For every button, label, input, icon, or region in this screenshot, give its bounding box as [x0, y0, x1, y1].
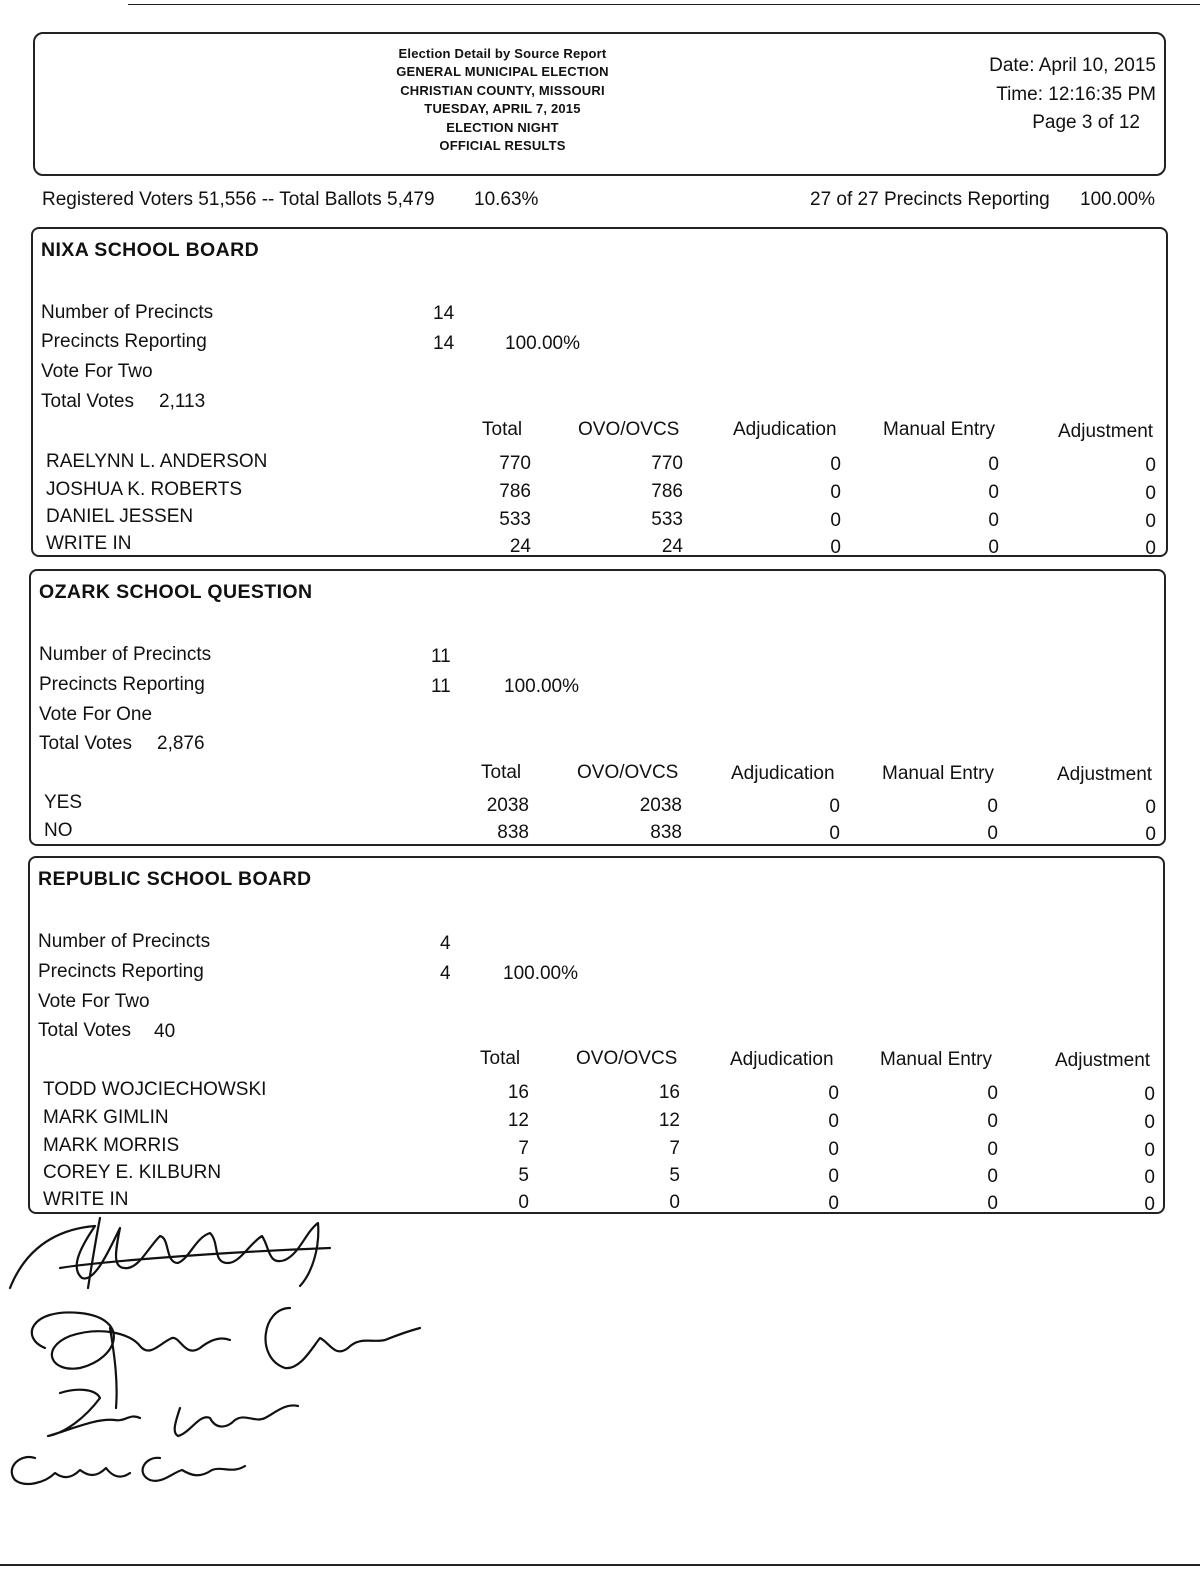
number-of-precincts-label: Number of Precincts	[38, 931, 211, 952]
column-header-adjudication: Adjudication	[730, 1049, 834, 1070]
total-votes-label: Total Votes	[38, 1020, 131, 1041]
cell-ovo-ovcs: 2038	[639, 795, 682, 816]
total-votes: 2,113	[159, 391, 206, 412]
total-votes-label: Total Votes	[39, 733, 132, 754]
cell-adjustment: 0	[1144, 1084, 1155, 1105]
number-of-precincts: 11	[431, 646, 451, 667]
number-of-precincts-label: Number of Precincts	[41, 302, 214, 323]
cell-manual-entry: 0	[988, 510, 999, 531]
answer-label: YES	[44, 792, 83, 813]
column-header-adjustment: Adjustment	[1058, 421, 1154, 442]
cell-ovo-ovcs: 770	[651, 453, 683, 474]
cell-ovo-ovcs: 786	[651, 481, 683, 502]
page-number: Page 3 of 12	[1032, 112, 1140, 133]
cell-adjustment: 0	[1145, 455, 1156, 476]
candidate-name: COREY E. KILBURN	[43, 1162, 222, 1183]
candidate-name: WRITE IN	[43, 1189, 129, 1210]
county-name: CHRISTIAN COUNTY, MISSOURI	[400, 82, 605, 98]
report-time: Time: 12:16:35 PM	[996, 83, 1156, 105]
number-of-precincts-label: Number of Precincts	[39, 644, 212, 665]
cell-ovo-ovcs: 0	[669, 1192, 680, 1213]
cell-ovo-ovcs: 838	[650, 822, 682, 843]
vote-for: Vote For Two	[41, 361, 153, 382]
cell-total: 838	[497, 822, 529, 843]
precincts-reporting: 4	[440, 963, 451, 984]
column-header-ovo-ovcs: OVO/OVCS	[578, 419, 680, 440]
total-votes: 2,876	[157, 733, 205, 754]
precincts-reporting-percent: 100.00%	[505, 333, 581, 354]
cell-adjudication: 0	[828, 1139, 839, 1160]
candidate-name: MARK MORRIS	[43, 1135, 180, 1156]
cell-manual-entry: 0	[987, 796, 998, 817]
cell-adjudication: 0	[828, 1193, 839, 1214]
column-header-total: Total	[482, 419, 523, 440]
candidate-name: JOSHUA K. ROBERTS	[46, 479, 243, 500]
candidate-name: WRITE IN	[46, 533, 132, 554]
signature-3	[48, 1390, 298, 1436]
report-status: OFFICIAL RESULTS	[439, 138, 566, 154]
cell-adjudication: 0	[829, 823, 840, 844]
column-header-manual-entry: Manual Entry	[883, 419, 995, 440]
vote-for: Vote For One	[39, 704, 153, 725]
answer-label: NO	[44, 820, 73, 841]
precincts-reporting-label: Precincts Reporting	[39, 674, 205, 695]
column-header-manual-entry: Manual Entry	[882, 763, 994, 784]
report-date: Date: April 10, 2015	[989, 55, 1156, 76]
cell-adjustment: 0	[1145, 824, 1156, 845]
voters-ballots: Registered Voters 51,556 -- Total Ballots 5,479	[42, 189, 435, 210]
cell-adjustment: 0	[1144, 1194, 1155, 1215]
cell-adjudication: 0	[830, 537, 841, 558]
cell-manual-entry: 0	[987, 1111, 998, 1132]
contest-title: REPUBLIC SCHOOL BOARD	[38, 868, 312, 890]
candidate-name: MARK GIMLIN	[43, 1107, 169, 1128]
candidate-name: DANIEL JESSEN	[46, 506, 194, 527]
cell-total: 16	[507, 1082, 529, 1103]
column-header-adjudication: Adjudication	[733, 419, 837, 440]
turnout-summary	[0, 189, 1200, 217]
column-header-manual-entry: Manual Entry	[880, 1049, 992, 1070]
cell-manual-entry: 0	[987, 1193, 998, 1214]
total-votes: 40	[154, 1021, 176, 1042]
candidate-name: RAELYNN L. ANDERSON	[46, 451, 268, 472]
cell-adjustment: 0	[1144, 1140, 1155, 1161]
cell-total: 533	[499, 509, 531, 530]
precincts-reporting-label: Precincts Reporting	[38, 961, 204, 982]
cell-adjustment: 0	[1145, 483, 1156, 504]
vote-for: Vote For Two	[38, 991, 150, 1012]
cell-manual-entry: 0	[987, 823, 998, 844]
cell-adjustment: 0	[1144, 1167, 1155, 1188]
election-name: GENERAL MUNICIPAL ELECTION	[396, 64, 609, 80]
cell-total: 24	[509, 536, 531, 557]
precincts-reporting-label: Precincts Reporting	[41, 331, 207, 352]
cell-total: 7	[518, 1138, 529, 1159]
cell-manual-entry: 0	[988, 537, 999, 558]
cell-adjustment: 0	[1145, 538, 1156, 559]
contest-title: NIXA SCHOOL BOARD	[41, 239, 260, 261]
precincts-reporting-percent: 100.00%	[504, 676, 580, 697]
cell-manual-entry: 0	[987, 1166, 998, 1187]
cell-adjudication: 0	[828, 1083, 839, 1104]
cell-total: 786	[499, 481, 531, 502]
column-header-ovo-ovcs: OVO/OVCS	[577, 762, 679, 783]
signature-4	[12, 1457, 245, 1484]
cell-ovo-ovcs: 16	[658, 1082, 680, 1103]
column-header-adjustment: Adjustment	[1057, 764, 1153, 785]
top-rule	[128, 4, 1200, 5]
cell-ovo-ovcs: 533	[651, 509, 683, 530]
cell-ovo-ovcs: 5	[669, 1165, 680, 1186]
number-of-precincts: 14	[433, 303, 455, 324]
signature-strokes	[0, 1208, 470, 1498]
signatures	[0, 1208, 470, 1498]
column-header-ovo-ovcs: OVO/OVCS	[576, 1048, 678, 1069]
cell-adjudication: 0	[829, 796, 840, 817]
cell-adjustment: 0	[1144, 1112, 1155, 1133]
cell-adjudication: 0	[828, 1111, 839, 1132]
precincts-reporting-percent: 100.00%	[1080, 189, 1156, 210]
cell-adjustment: 0	[1145, 511, 1156, 532]
column-header-total: Total	[481, 762, 522, 783]
cell-ovo-ovcs: 7	[669, 1138, 680, 1159]
cell-manual-entry: 0	[988, 454, 999, 475]
report-title: Election Detail by Source Report	[398, 46, 607, 61]
signature-1	[10, 1218, 330, 1288]
cell-adjudication: 0	[830, 482, 841, 503]
precincts-reporting: 11	[431, 676, 451, 697]
precincts-reporting: 14	[433, 333, 455, 354]
number-of-precincts: 4	[440, 933, 451, 954]
cell-adjudication: 0	[830, 510, 841, 531]
report-header	[33, 32, 1166, 176]
contest-nixa-school-board	[31, 227, 1168, 557]
contest-title: OZARK SCHOOL QUESTION	[39, 581, 313, 603]
cell-ovo-ovcs: 24	[661, 536, 683, 557]
cell-manual-entry: 0	[988, 482, 999, 503]
contest-republic-school-board	[28, 856, 1165, 1214]
election-date: TUESDAY, APRIL 7, 2015	[424, 101, 581, 117]
contest-ozark-school-question	[29, 569, 1166, 846]
precincts-reporting-percent: 100.00%	[503, 963, 579, 984]
column-header-adjustment: Adjustment	[1055, 1050, 1151, 1071]
cell-adjudication: 0	[830, 454, 841, 475]
report-meta	[989, 52, 1156, 138]
turnout-percent: 10.63%	[474, 189, 539, 210]
precincts-reporting-summary: 27 of 27 Precincts Reporting	[810, 189, 1050, 210]
signature-2	[32, 1308, 420, 1408]
cell-total: 5	[518, 1165, 529, 1186]
column-header-total: Total	[480, 1048, 521, 1069]
cell-total: 2038	[486, 795, 529, 816]
cell-manual-entry: 0	[987, 1139, 998, 1160]
column-header-adjudication: Adjudication	[731, 763, 835, 784]
cell-adjudication: 0	[828, 1166, 839, 1187]
cell-total: 770	[499, 453, 531, 474]
candidate-name: TODD WOJCIECHOWSKI	[43, 1079, 267, 1100]
cell-adjustment: 0	[1145, 797, 1156, 818]
cell-manual-entry: 0	[987, 1083, 998, 1104]
bottom-rule	[0, 1564, 1200, 1566]
cell-total: 0	[518, 1192, 529, 1213]
report-phase: ELECTION NIGHT	[446, 119, 559, 135]
cell-ovo-ovcs: 12	[658, 1110, 680, 1131]
total-votes-label: Total Votes	[41, 391, 134, 412]
cell-total: 12	[507, 1110, 529, 1131]
